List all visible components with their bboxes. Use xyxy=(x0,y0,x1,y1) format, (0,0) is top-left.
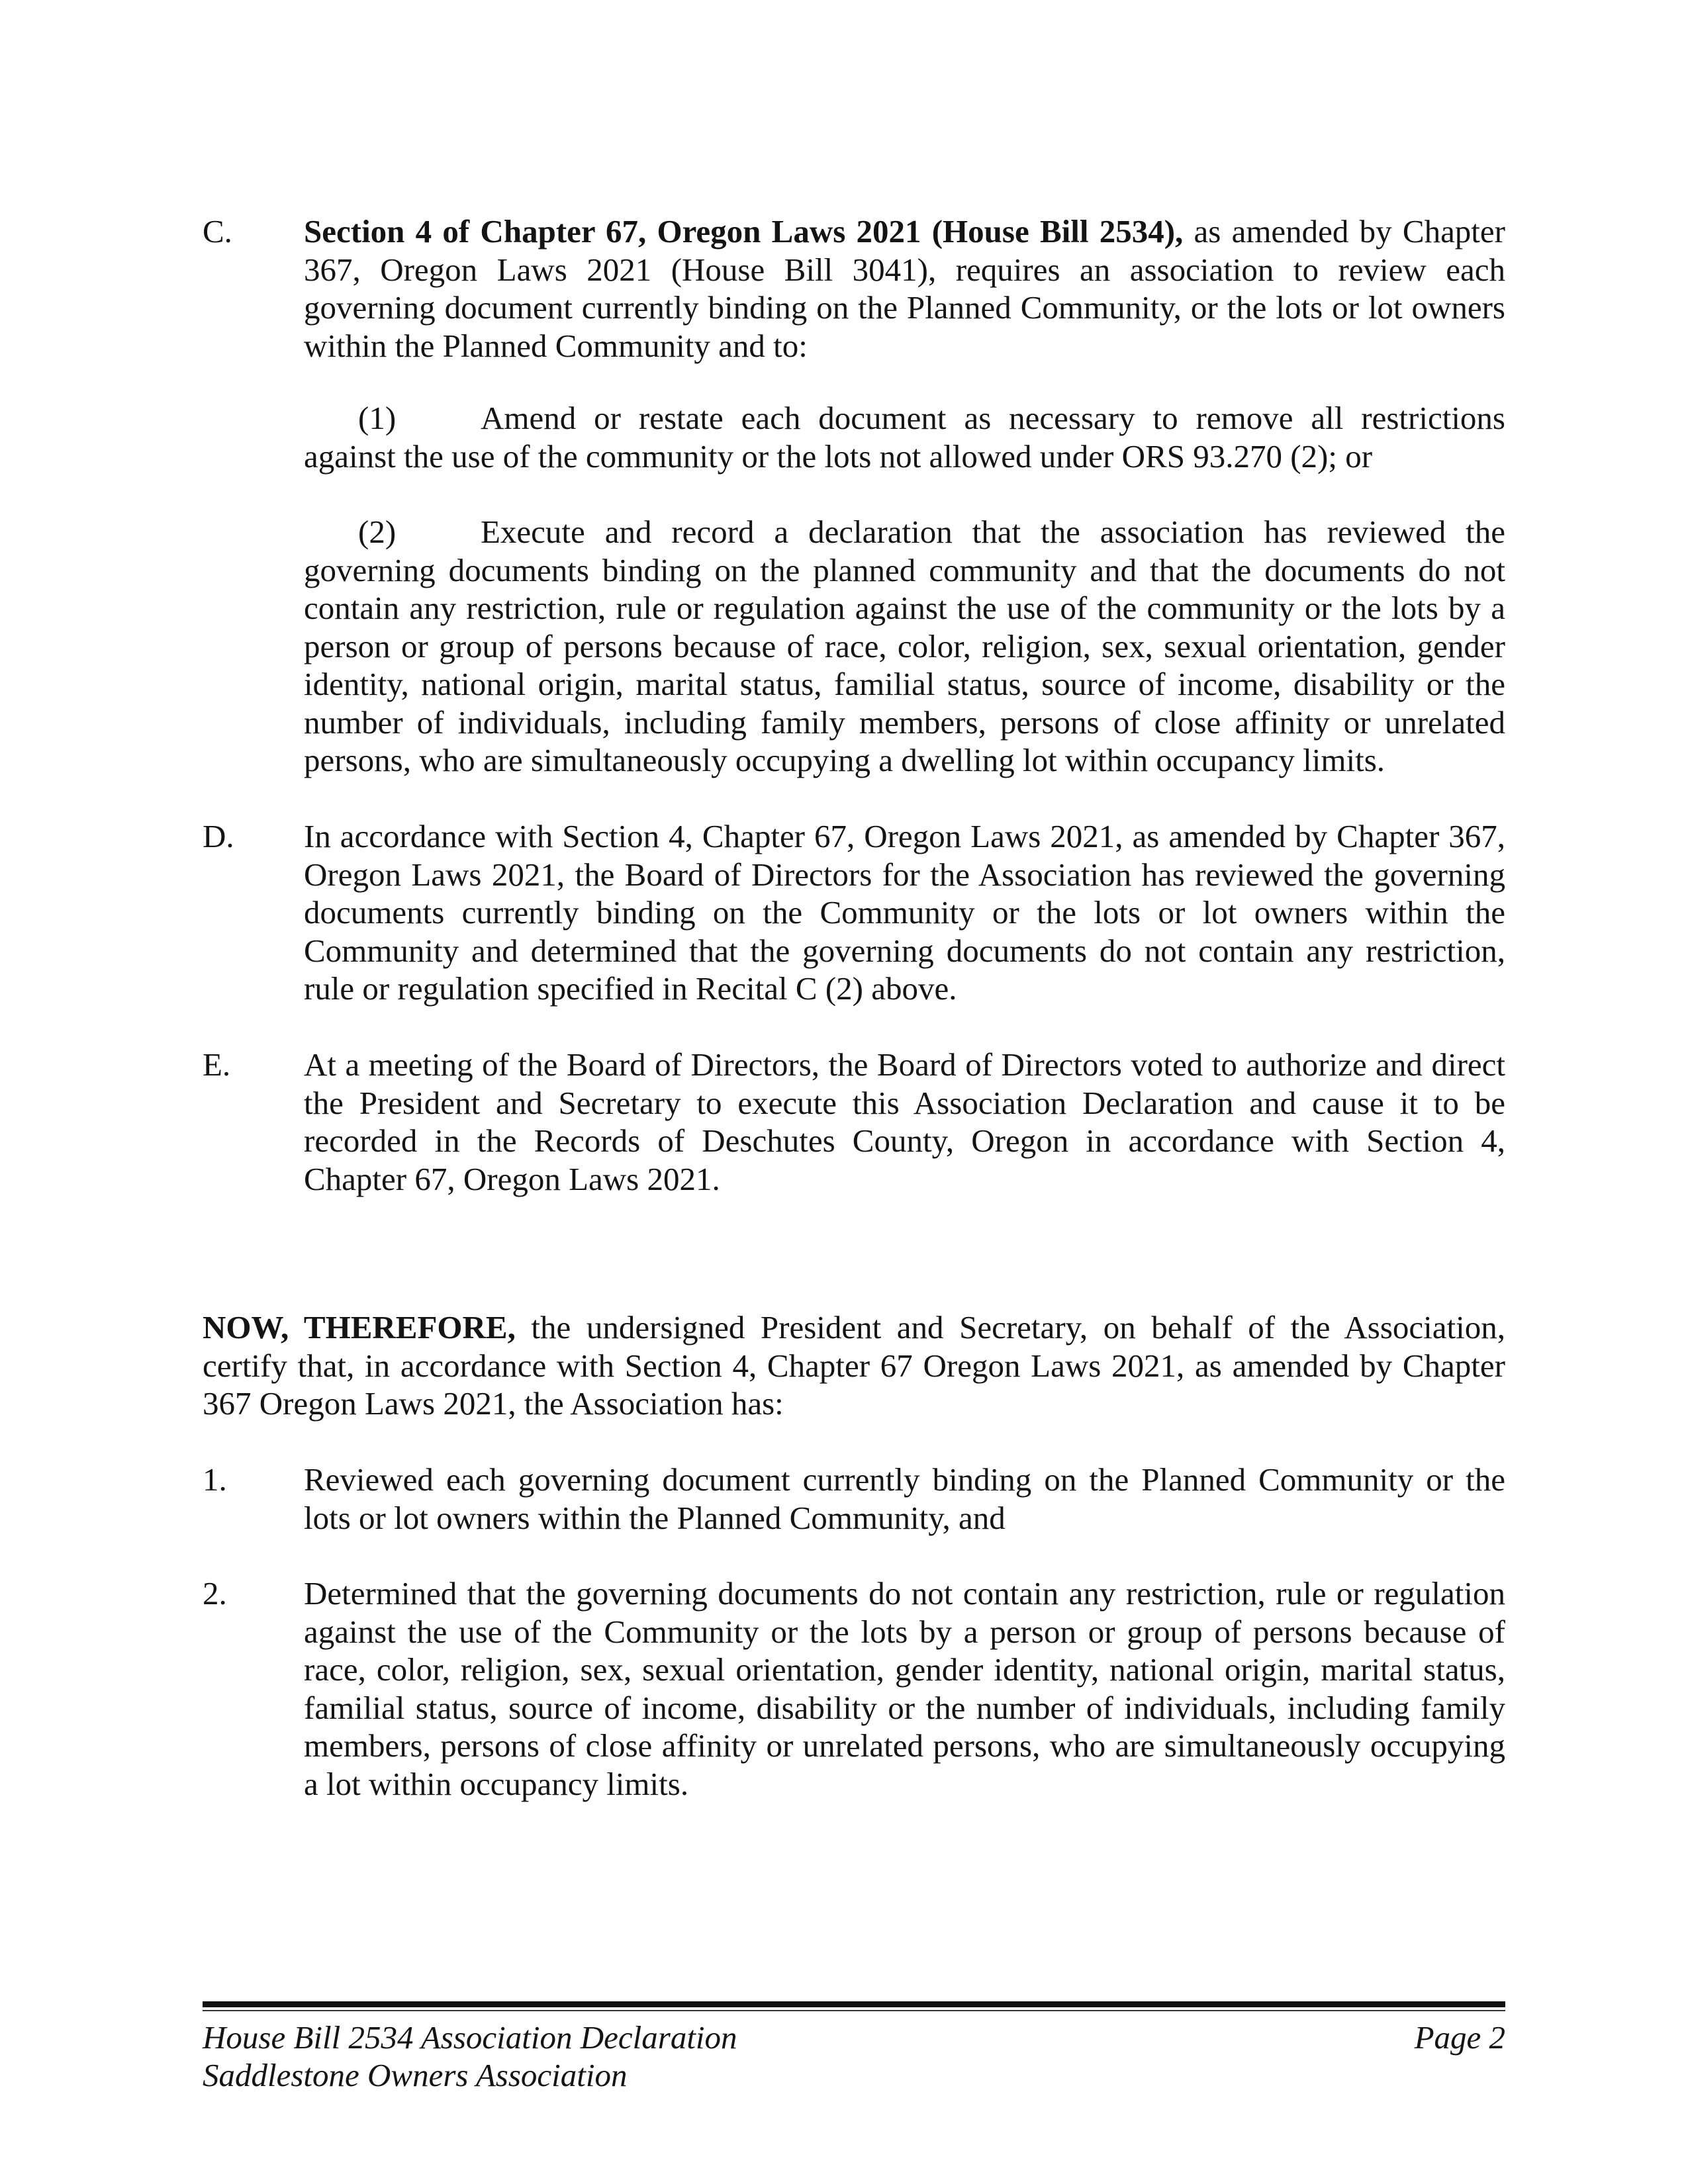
sub-item-number: (2) xyxy=(358,514,397,550)
sub-item-1 xyxy=(304,399,1505,475)
recital-body-text: as amended by Chapter 367, Oregon Laws 2021 (House Bill 3041), requires an association to review each governing document currently binding on the Planned Community, or the lots or lot owners within the Planned Community and to: xyxy=(304,213,1505,364)
footer-line-1 xyxy=(203,2019,1505,2056)
certification-marker: 1. xyxy=(203,1461,227,1498)
footer-rule xyxy=(203,2001,1505,2007)
recital-marker: E. xyxy=(203,1046,231,1083)
recital-text: At a meeting of the Board of Directors, the Board of Directors voted to authorize and direct the President and Secretary to execute this Association Declaration and cause it to be recorded in the Records of Deschutes County, Oregon in accordance with Section 4, Chapter 67, Oregon Laws 2021. xyxy=(304,1046,1505,1197)
sub-item-2 xyxy=(304,513,1505,780)
recital-marker: C. xyxy=(203,213,232,250)
sub-item-number: (1) xyxy=(358,400,397,436)
sub-item-text: Execute and record a declaration that the association has reviewed the governing documents binding on the planned community and that the documents do not contain any restriction, rule or regulation against the use of the community or the lots by a person or group of persons because of race, color, religion, sex, sexual orientation, gender identity, national origin, marital status, familial status, source of income, disability or the number of individuals, including family members, persons of close affinity or unrelated persons, who are simultaneously occupying a dwelling lot within occupancy limits. xyxy=(304,514,1505,778)
therefore-text: the undersigned President and Secretary, on behalf of the Association, certify that, in accordance with Section 4, Chapter 67 Oregon Laws 2021, as amended by Chapter 367 Oregon Laws 2021, the Association has: xyxy=(203,1309,1505,1422)
recital-text: In accordance with Section 4, Chapter 67, Oregon Laws 2021, as amended by Chapter 367, Oregon Laws 2021, the Board of Directors for the Association has reviewed the governing documents currently binding on the Community or the lots or lot owners within the Community and determined that the governing documents do not contain any restriction, rule or regulation specified in Recital C (2) above. xyxy=(304,818,1505,1007)
recital-text xyxy=(304,212,1505,365)
footer-page-number: Page 2 xyxy=(1414,2019,1505,2056)
certification-text: Reviewed each governing document currently binding on the Planned Community or the lots or lot owners within the Planned Community, and xyxy=(304,1461,1505,1536)
therefore-bold-lead: NOW, THEREFORE, xyxy=(203,1309,516,1345)
footer-document-title: House Bill 2534 Association Declaration xyxy=(203,2019,737,2056)
therefore-paragraph xyxy=(203,1308,1505,1423)
recital-marker: D. xyxy=(203,818,234,854)
certification-marker: 2. xyxy=(203,1575,227,1612)
footer-line-2 xyxy=(203,2056,1505,2094)
footer-association-name: Saddlestone Owners Association xyxy=(203,2057,628,2093)
sub-item-text: Amend or restate each document as necessary to remove all restrictions against the use of the community or the lots not allowed under ORS 93.270 (2); or xyxy=(304,400,1505,475)
recital-bold-lead: Section 4 of Chapter 67, Oregon Laws 2021 (House Bill 2534), xyxy=(304,213,1184,250)
footer-rule-thin xyxy=(203,2010,1505,2011)
certification-text: Determined that the governing documents do not contain any restriction, rule or regulation against the use of the Community or the lots by a person or group of persons because of race, color, religion, sex, sexual orientation, gender identity, national origin, marital status, familial status, source of income, disability or the number of individuals, including family members, persons of close affinity or unrelated persons, who are simultaneously occupying a lot within occupancy limits. xyxy=(304,1575,1505,1802)
